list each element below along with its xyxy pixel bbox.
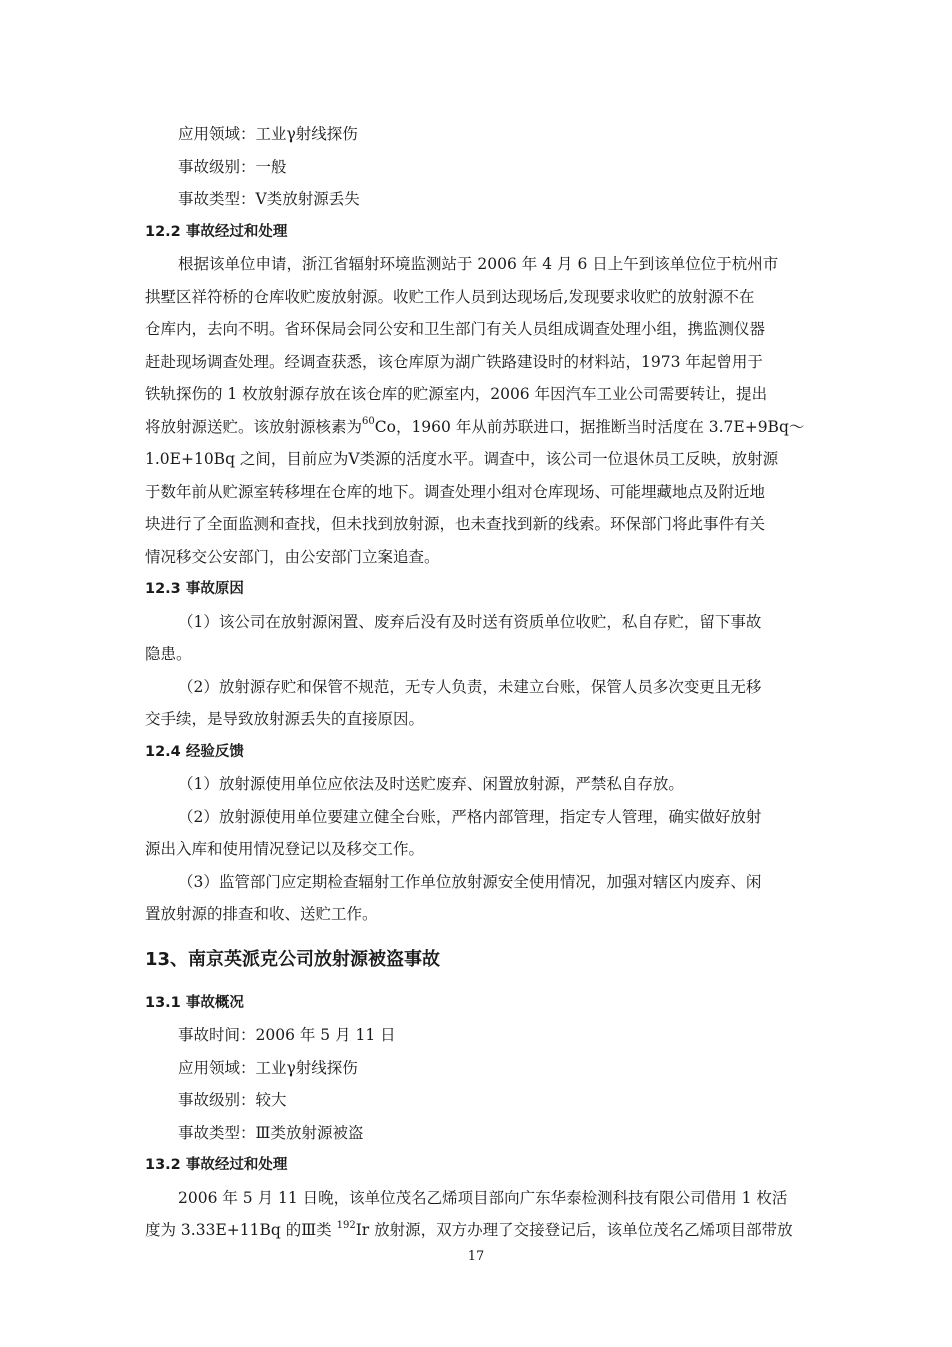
feedback-item-3-cont: 置放射源的排查和收、送贮工作。 [145,905,378,923]
section-heading-13-1: 13.1 事故概况 [145,994,244,1011]
paragraph-text: 将放射源送贮。该放射源核素为 [145,417,363,436]
application-field: 应用领域：工业γ射线探伤 [178,1058,358,1077]
page-content [145,118,809,1247]
paragraph-text: Co，1960 年从前苏联进口，据推断当时活度在 3.7E+9Bq～ [374,417,805,436]
application-field: 应用领域：工业γ射线探伤 [178,125,358,143]
cause-item-2-cont: 交手续，是导致放射源丢失的直接原因。 [145,710,425,728]
feedback-item-2: （2）放射源使用单位要建立健全台账，严格内部管理，指定专人管理，确实做好放射 [178,807,762,826]
paragraph-text: Ir 放射源，双方办理了交接登记后，该单位茂名乙烯项目部带放 [355,1221,793,1239]
paragraph-line: 于数年前从贮源室转移埋在仓库的地下。调查处理小组对仓库现场、可能埋藏地点及附近地 [145,482,766,501]
chapter-heading-13: 13、南京英派克公司放射源被盗事故 [145,948,441,970]
paragraph-line: 块进行了全面监测和查找，但未找到放射源，也未查找到新的线索。环保部门将此事件有关 [145,515,766,533]
feedback-item-2-cont: 源出入库和使用情况登记以及移交工作。 [145,840,425,858]
paragraph-text: 度为 3.33E+11Bq 的Ⅲ类 [145,1221,337,1239]
page-number: 17 [467,1249,485,1264]
cause-item-2: （2）放射源存贮和保管不规范，无专人负责，未建立台账，保管人员多次变更且无移 [178,677,762,696]
cause-item-1: （1）该公司在放射源闲置、废弃后没有及时送有资质单位收贮，私自存贮，留下事故 [178,612,762,631]
paragraph-line [145,1214,809,1247]
section-heading-12-3: 12.3 事故原因 [145,581,244,597]
paragraph-line: 赶赴现场调查处理。经调查获悉，该仓库原为湖广铁路建设时的材料站，1973 年起曾用于 [145,352,763,371]
isotope-mass-number: 192 [336,1219,356,1231]
paragraph-line: 2006 年 5 月 11 日晚，该单位茂名乙烯项目部向广东华泰检测科技有限公司借用 1 枚活 [178,1188,788,1207]
feedback-item-3: （3）监管部门应定期检查辐射工作单位放射源安全使用情况，加强对辖区内废弃、闲 [178,872,762,891]
accident-level: 事故级别：一般 [178,157,287,176]
paragraph-line [145,411,809,444]
accident-type: 事故类型：Ⅲ类放射源被盗 [178,1123,364,1142]
section-heading-12-4: 12.4 经验反馈 [145,743,244,760]
paragraph-line: 1.0E+10Bq 之间，目前应为Ⅴ类源的活度水平。调查中，该公司一位退休员工反映，放射源 [145,450,779,468]
paragraph-line: 仓库内，去向不明。省环保局会同公安和卫生部门有关人员组成调查处理小组，携监测仪器 [145,320,766,338]
feedback-item-1: （1）放射源使用单位应依法及时送贮废弃、闲置放射源，严禁私自存放。 [178,775,684,793]
paragraph-12-2 [145,248,809,573]
section-heading-12-2: 12.2 事故经过和处理 [145,223,288,240]
paragraph-line: 情况移交公安部门，由公安部门立案追查。 [145,547,440,566]
accident-time: 事故时间：2006 年 5 月 11 日 [178,1026,396,1044]
paragraph-line: 根据该单位申请，浙江省辐射环境监测站于 2006 年 4 月 6 日上午到该单位位于杭州市 [178,255,779,273]
paragraph-line: 拱墅区祥符桥的仓库收贮废放射源。收贮工作人员到达现场后,发现要求收贮的放射源不在 [145,287,755,306]
paragraph-line: 铁轨探伤的 1 枚放射源存放在该仓库的贮源室内，2006 年因汽车工业公司需要转让，提出 [145,385,768,403]
accident-type: 事故类型：Ⅴ类放射源丢失 [178,190,360,208]
section-heading-13-2: 13.2 事故经过和处理 [145,1157,288,1173]
accident-level: 事故级别：较大 [178,1091,287,1109]
isotope-mass-number: 60 [362,416,375,428]
cause-item-1-cont: 隐患。 [145,645,192,663]
